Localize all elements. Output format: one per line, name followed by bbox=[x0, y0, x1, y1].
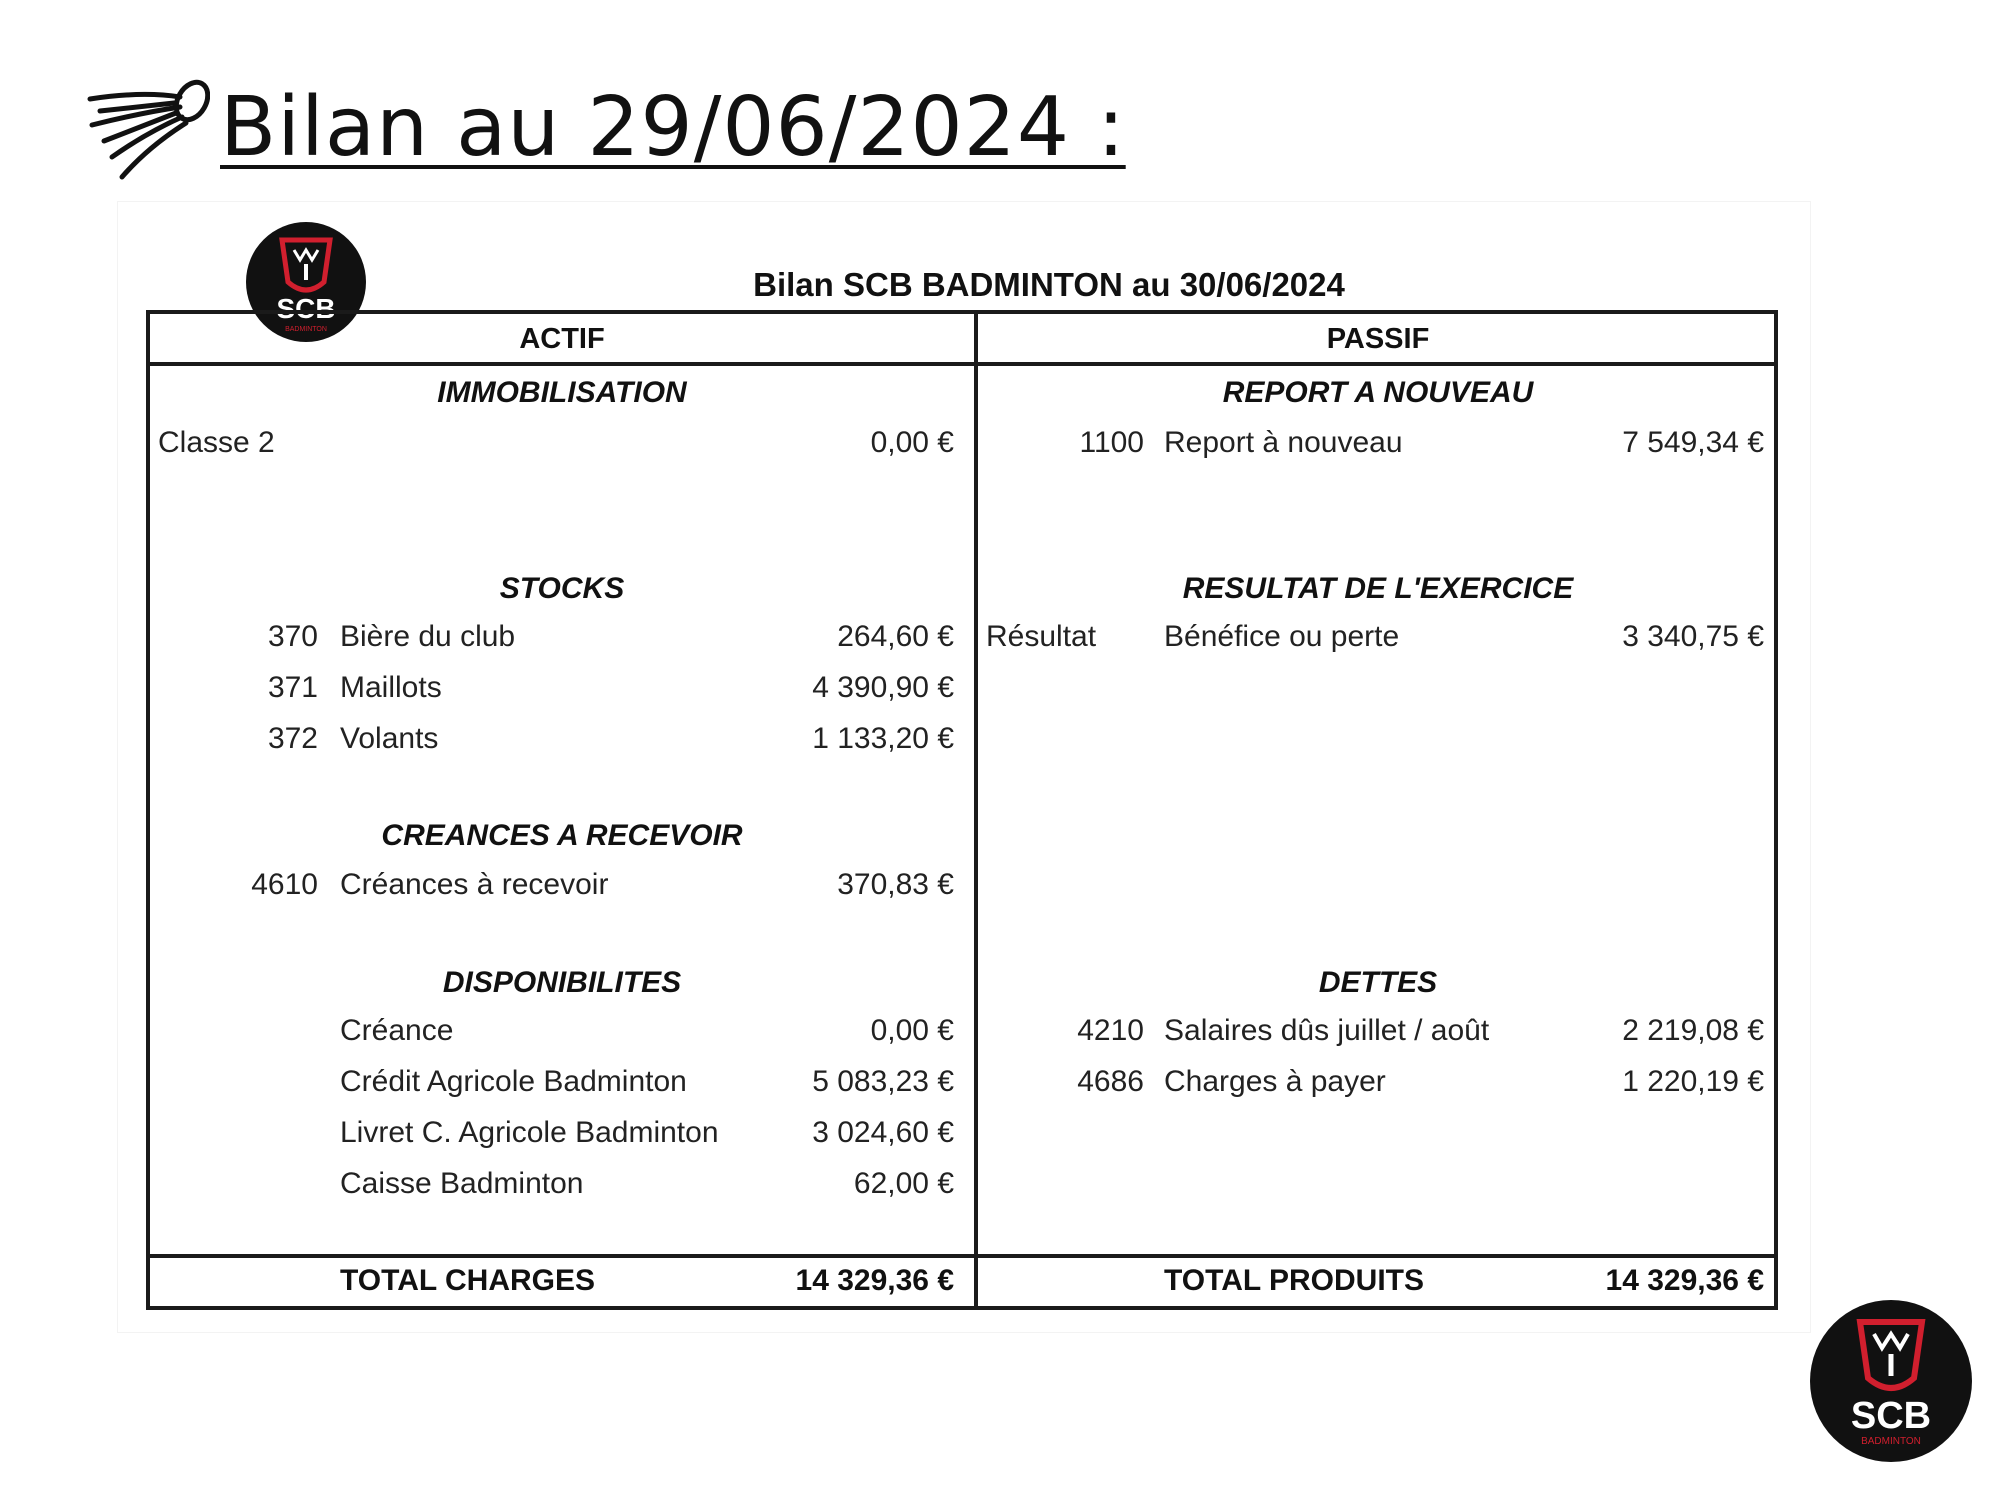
row-label: Classe 2 bbox=[158, 426, 275, 459]
sheet-title: Bilan SCB BADMINTON au 30/06/2024 bbox=[753, 266, 1345, 303]
total-charges-amount: 14 329,36 € bbox=[795, 1264, 954, 1297]
row-label: Salaires dûs juillet / août bbox=[1164, 1014, 1490, 1047]
section-resultat: RESULTAT DE L'EXERCICE bbox=[1182, 572, 1574, 605]
row-label: Créance bbox=[340, 1014, 454, 1047]
total-charges-label: TOTAL CHARGES bbox=[340, 1264, 596, 1297]
section-disponibilites: DISPONIBILITES bbox=[442, 966, 682, 999]
corner-logo-subtext: BADMINTON bbox=[1861, 1436, 1921, 1447]
row-label: Crédit Agricole Badminton bbox=[340, 1065, 687, 1098]
row-label: Caisse Badminton bbox=[340, 1167, 584, 1200]
passif-header: PASSIF bbox=[1326, 323, 1430, 355]
row-amount: 5 083,23 € bbox=[812, 1065, 954, 1098]
row-code: 371 bbox=[267, 671, 318, 704]
section-dettes: DETTES bbox=[1318, 966, 1438, 999]
shuttlecock-icon bbox=[82, 73, 210, 181]
row-label: Volants bbox=[340, 722, 439, 755]
balance-sheet bbox=[118, 202, 1810, 1332]
row-amount: 1 133,20 € bbox=[812, 722, 954, 755]
row-amount: 0,00 € bbox=[870, 426, 954, 459]
logo-subtext: BADMINTON bbox=[285, 326, 327, 333]
row-label: Bénéfice ou perte bbox=[1164, 620, 1400, 653]
row-code: 372 bbox=[267, 722, 318, 755]
row-amount: 0,00 € bbox=[870, 1014, 954, 1047]
row-amount: 1 220,19 € bbox=[1622, 1065, 1764, 1098]
column-divider bbox=[974, 314, 978, 1306]
row-code: 4686 bbox=[1077, 1065, 1144, 1098]
section-immobilisation: IMMOBILISATION bbox=[437, 376, 687, 409]
row-amount: 2 219,08 € bbox=[1622, 1014, 1764, 1047]
section-stocks: STOCKS bbox=[499, 572, 625, 605]
row-label: Maillots bbox=[340, 671, 442, 704]
row-amount: 62,00 € bbox=[853, 1167, 954, 1200]
row-label: Charges à payer bbox=[1164, 1065, 1386, 1098]
section-creances: CREANCES A RECEVOIR bbox=[381, 819, 743, 852]
row-code: 370 bbox=[267, 620, 318, 653]
total-produits-amount: 14 329,36 € bbox=[1605, 1264, 1764, 1297]
row-code: 1100 bbox=[1079, 426, 1144, 459]
row-code: 4210 bbox=[1077, 1014, 1144, 1047]
row-label: Bière du club bbox=[340, 620, 516, 653]
corner-scb-logo bbox=[1808, 1298, 1974, 1464]
page-title: Bilan au 29/06/2024 : bbox=[220, 79, 1126, 175]
row-amount: 370,83 € bbox=[837, 868, 954, 901]
section-report: REPORT A NOUVEAU bbox=[1222, 376, 1534, 409]
row-amount: 3 024,60 € bbox=[812, 1116, 954, 1149]
corner-logo-text: SCB bbox=[1850, 1395, 1932, 1437]
row-amount: 264,60 € bbox=[837, 620, 954, 653]
actif-header: ACTIF bbox=[519, 323, 605, 355]
slide-title bbox=[82, 72, 1126, 182]
row-code: Résultat bbox=[986, 620, 1097, 653]
total-rule bbox=[150, 1254, 1774, 1258]
row-label: Report à nouveau bbox=[1164, 426, 1403, 459]
logo-text: SCB bbox=[276, 293, 336, 324]
total-produits-label: TOTAL PRODUITS bbox=[1164, 1264, 1425, 1297]
row-amount: 7 549,34 € bbox=[1622, 426, 1764, 459]
header-rule bbox=[150, 362, 1774, 366]
row-code: 4610 bbox=[251, 868, 318, 901]
row-amount: 3 340,75 € bbox=[1622, 620, 1764, 653]
row-amount: 4 390,90 € bbox=[812, 671, 954, 704]
row-label: Créances à recevoir bbox=[340, 868, 609, 901]
row-label: Livret C. Agricole Badminton bbox=[340, 1116, 719, 1149]
bilan-table bbox=[146, 310, 1778, 1310]
